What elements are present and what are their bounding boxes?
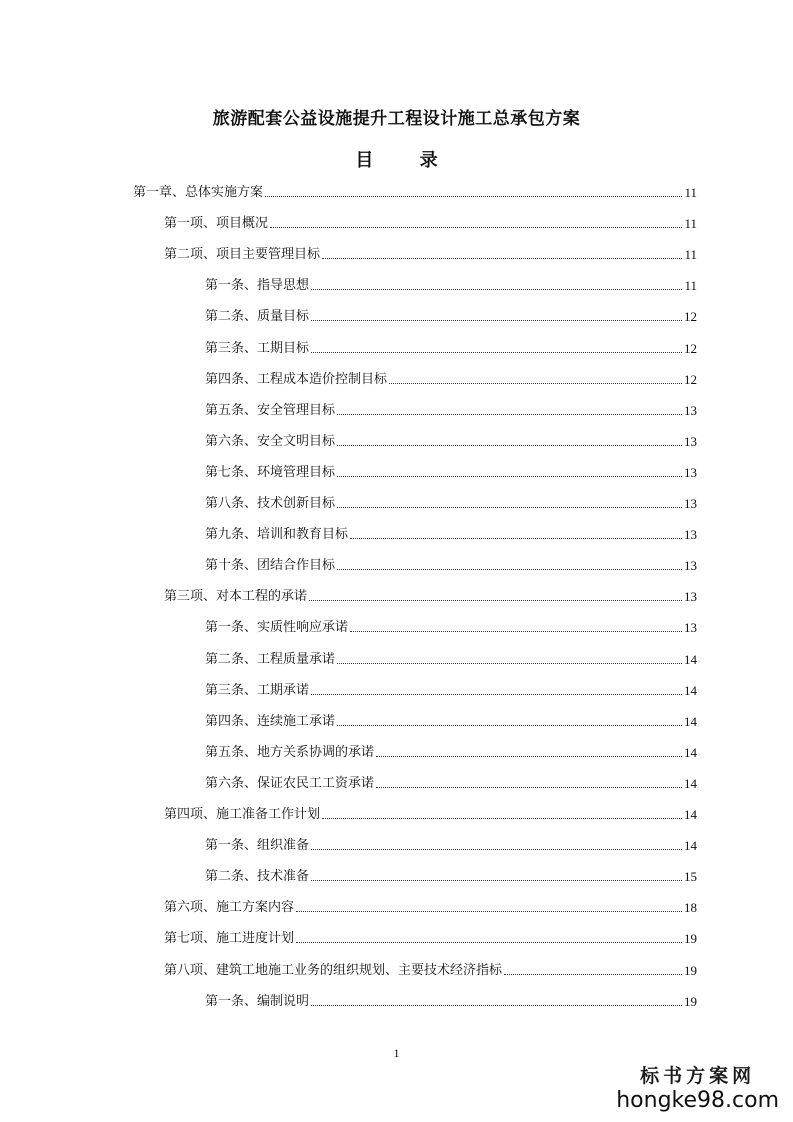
- toc-dot-leader: [376, 786, 682, 788]
- toc-dot-leader: [296, 910, 682, 912]
- watermark-logo: [616, 1064, 779, 1114]
- toc-dot-leader: [270, 226, 682, 228]
- toc-entry-label: 第六条、保证农民工工资承诺: [205, 776, 375, 791]
- toc-entry-page-number: 14: [684, 838, 697, 853]
- toc-dot-leader: [337, 444, 682, 446]
- watermark-chinese-text: 标书方案网: [640, 1065, 756, 1087]
- toc-entry-label: 第二条、技术准备: [205, 869, 310, 884]
- toc-entry-label: 第五条、安全管理目标: [205, 403, 336, 418]
- toc-entry-label: 第六条、安全文明目标: [205, 434, 336, 449]
- toc-entry-page-number: 14: [684, 807, 697, 822]
- toc-dot-leader: [337, 413, 682, 415]
- toc-entry-label: 第四条、连续施工承诺: [205, 714, 336, 729]
- toc-entry-page-number: 19: [684, 931, 697, 946]
- toc-dot-leader: [311, 879, 682, 881]
- toc-entry-page-number: 19: [684, 963, 697, 978]
- toc-entry-label: 第三条、工期目标: [205, 341, 310, 356]
- toc-entry[interactable]: [205, 366, 697, 388]
- toc-dot-leader: [322, 817, 682, 819]
- toc-entry-label: 第三条、工期承诺: [205, 683, 310, 698]
- toc-entry-page-number: 13: [684, 403, 697, 418]
- toc-dot-leader: [350, 630, 682, 632]
- toc-entry-page-number: 14: [684, 683, 697, 698]
- toc-entry-label: 第四条、工程成本造价控制目标: [205, 372, 388, 387]
- toc-entry-label: 第八项、建筑工地施工业务的组织规划、主要技术经济指标: [164, 963, 503, 978]
- toc-entry[interactable]: [164, 957, 697, 979]
- toc-entry-page-number: 12: [684, 372, 697, 387]
- toc-entry-page-number: 14: [684, 776, 697, 791]
- toc-entry[interactable]: [205, 988, 697, 1010]
- toc-entry-label: 第一条、实质性响应承诺: [205, 620, 349, 635]
- toc-dot-leader: [337, 662, 682, 664]
- toc-entry[interactable]: [164, 801, 697, 823]
- toc-dot-leader: [309, 599, 682, 601]
- toc-entry[interactable]: [205, 272, 697, 294]
- toc-dot-leader: [376, 755, 682, 757]
- toc-heading: 目 录: [355, 150, 458, 171]
- toc-entry-page-number: 13: [684, 465, 697, 480]
- toc-entry-page-number: 15: [684, 869, 697, 884]
- toc-entry-page-number: 11: [684, 278, 697, 293]
- toc-entry[interactable]: [205, 490, 697, 512]
- toc-dot-leader: [504, 973, 682, 975]
- toc-dot-leader: [337, 568, 682, 570]
- document-title: 旅游配套公益设施提升工程设计施工总承包方案: [212, 109, 581, 129]
- toc-dot-leader: [311, 1004, 682, 1006]
- toc-entry-label: 第一条、组织准备: [205, 838, 310, 853]
- toc-dot-leader: [350, 537, 682, 539]
- toc-entry[interactable]: [133, 179, 697, 201]
- toc-entry[interactable]: [205, 739, 697, 761]
- toc-entry[interactable]: [205, 335, 697, 357]
- watermark-url: hongke98.com: [616, 1088, 779, 1113]
- toc-entry-label: 第二条、工程质量承诺: [205, 652, 336, 667]
- toc-entry[interactable]: [205, 770, 697, 792]
- toc-entry[interactable]: [205, 614, 697, 636]
- toc-dot-leader: [311, 848, 682, 850]
- toc-entry-label: 第五条、地方关系协调的承诺: [205, 745, 375, 760]
- toc-entry-page-number: 18: [684, 900, 697, 915]
- toc-dot-leader: [311, 693, 682, 695]
- toc-entry-label: 第一条、编制说明: [205, 994, 310, 1009]
- toc-entry[interactable]: [205, 459, 697, 481]
- toc-entry-page-number: 13: [684, 527, 697, 542]
- page-number: 1: [393, 1046, 400, 1060]
- toc-entry[interactable]: [205, 303, 697, 325]
- toc-entry-label: 第八条、技术创新目标: [205, 496, 336, 511]
- toc-entry[interactable]: [164, 210, 697, 232]
- toc-entry[interactable]: [164, 925, 697, 947]
- toc-entry-label: 第一项、项目概况: [164, 216, 269, 231]
- toc-entry[interactable]: [205, 863, 697, 885]
- toc-entry-label: 第十条、团结合作目标: [205, 558, 336, 573]
- toc-dot-leader: [311, 288, 682, 290]
- toc-entry[interactable]: [205, 521, 697, 543]
- toc-entry[interactable]: [164, 583, 697, 605]
- toc-dot-leader: [337, 724, 682, 726]
- toc-entry[interactable]: [164, 241, 697, 263]
- toc-entry-page-number: 12: [684, 341, 697, 356]
- toc-entry-page-number: 12: [684, 309, 697, 324]
- toc-dot-leader: [265, 195, 682, 197]
- toc-entry[interactable]: [205, 552, 697, 574]
- toc-entry-page-number: 19: [684, 994, 697, 1009]
- toc-entry-page-number: 14: [684, 652, 697, 667]
- toc-entry-label: 第三项、对本工程的承诺: [164, 589, 308, 604]
- toc-entry-page-number: 13: [684, 496, 697, 511]
- toc-entry-page-number: 13: [684, 558, 697, 573]
- toc-entry[interactable]: [205, 428, 697, 450]
- toc-entry-page-number: 11: [684, 247, 697, 262]
- toc-entry[interactable]: [205, 677, 697, 699]
- toc-entry-label: 第七项、施工进度计划: [164, 931, 295, 946]
- toc-entry[interactable]: [205, 708, 697, 730]
- toc-entry[interactable]: [164, 894, 697, 916]
- toc-dot-leader: [337, 506, 682, 508]
- toc-dot-leader: [389, 382, 682, 384]
- toc-entry[interactable]: [205, 646, 697, 668]
- toc-entry-page-number: 13: [684, 589, 697, 604]
- toc-entry[interactable]: [205, 397, 697, 419]
- toc-entry-page-number: 11: [684, 216, 697, 231]
- toc-entry-label: 第九条、培训和教育目标: [205, 527, 349, 542]
- toc-entry-label: 第七条、环境管理目标: [205, 465, 336, 480]
- toc-dot-leader: [322, 257, 682, 259]
- toc-dot-leader: [311, 351, 682, 353]
- toc-entry-page-number: 11: [684, 185, 697, 200]
- toc-entry-page-number: 13: [684, 434, 697, 449]
- toc-entry[interactable]: [205, 832, 697, 854]
- toc-entry-label: 第二项、项目主要管理目标: [164, 247, 321, 262]
- toc-dot-leader: [311, 319, 682, 321]
- toc-entry-label: 第一章、总体实施方案: [133, 185, 264, 200]
- toc-entry-label: 第一条、指导思想: [205, 278, 310, 293]
- toc-entry-label: 第四项、施工准备工作计划: [164, 807, 321, 822]
- toc-entry-label: 第六项、施工方案内容: [164, 900, 295, 915]
- toc-entry-page-number: 14: [684, 745, 697, 760]
- toc-entry-page-number: 13: [684, 620, 697, 635]
- toc-entry-label: 第二条、质量目标: [205, 309, 310, 324]
- toc-dot-leader: [337, 475, 682, 477]
- toc-dot-leader: [296, 941, 682, 943]
- toc-entry-page-number: 14: [684, 714, 697, 729]
